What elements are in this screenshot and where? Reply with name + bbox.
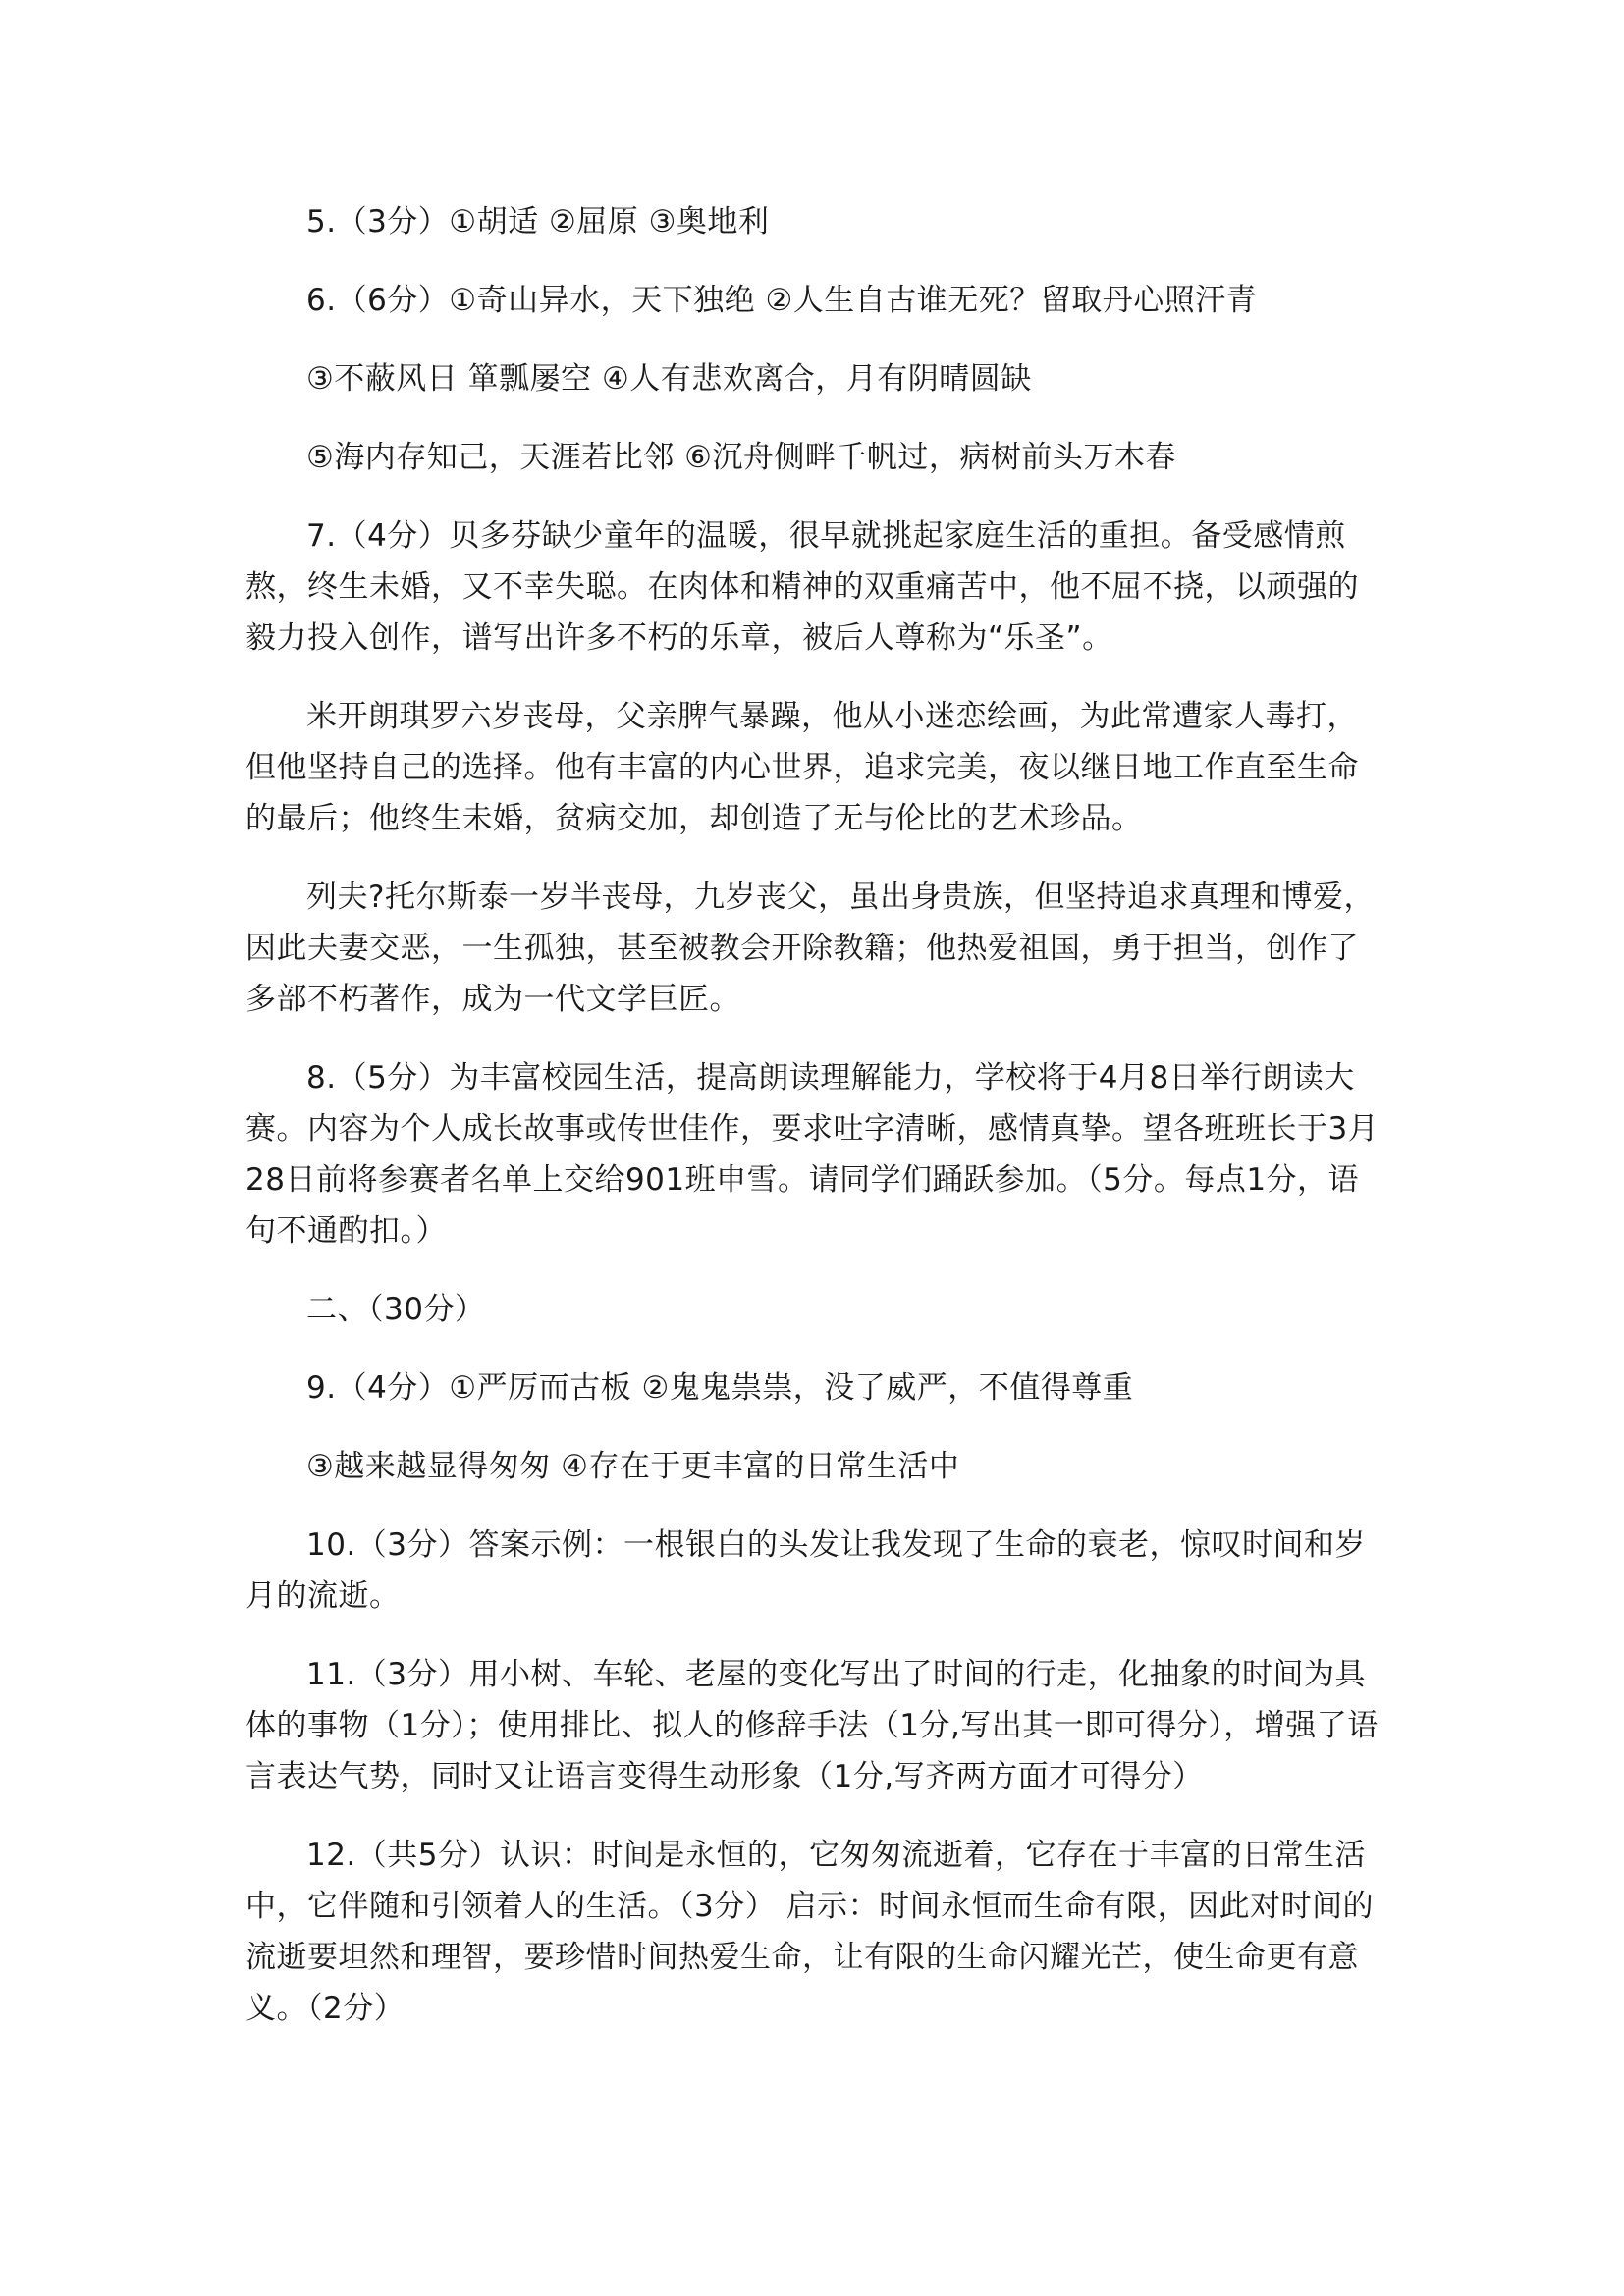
answer-q7-beethoven: 7.（4分）贝多芬缺少童年的温暖，很早就挑起家庭生活的重担。备受感情煎熬，终生未婚，又不幸失聪。在肉体和精神的双重痛苦中，他不屈不挠，以顽强的毅力投入创作，谱写出许多不朽的乐章，被后人尊称为“乐圣”。 [245, 518, 1359, 656]
answer-q6-line3: ⑤海内存知己，天涯若比邻 ⑥沉舟侧畔千帆过，病树前头万木春 [306, 440, 1176, 475]
answer-q10: 10.（3分）答案示例：一根银白的头发让我发现了生命的衰老，惊叹时间和岁月的流逝。 [245, 1527, 1367, 1614]
answer-q8: 8.（5分）为丰富校园生活，提高朗读理解能力，学校将于4月8日举行朗读大赛。内容为个人成长故事或传世佳作，要求吐字清晰，感情真挚。望各班班长于3月28日前将参赛者名单上交给901班申雪。请同学们踊跃参加。（5分。每点1分，语句不通酌扣。） [245, 1060, 1380, 1249]
answer-q5: 5.（3分）①胡适 ②屈原 ③奥地利 [306, 204, 770, 240]
section-two-heading: 二、（30分） [306, 1292, 486, 1327]
answer-q9-line2: ③越来越显得匆匆 ④存在于更丰富的日常生活中 [306, 1449, 960, 1484]
answer-q6-line1: 6.（6分）①奇山异水，天下独绝 ②人生自古谁无死？留取丹心照汗青 [306, 283, 1258, 318]
answer-q7-michelangelo: 米开朗琪罗六岁丧母，父亲脾气暴躁，他从小迷恋绘画，为此常遭家人毒打，但他坚持自己的选择。他有丰富的内心世界，追求完美，夜以继日地工作直至生命的最后；他终生未婚，贫病交加，却创造了无与伦比的艺术珍品。 [245, 699, 1359, 836]
answer-key-content [245, 196, 1384, 2061]
answer-q11: 11.（3分）用小树、车轮、老屋的变化写出了时间的行走，化抽象的时间为具体的事物（1分）；使用排比、拟人的修辞手法（1分,写出其一即可得分），增强了语言表达气势，同时又让语言变得生动形象（1分,写齐两方面才可得分） [245, 1657, 1379, 1794]
answer-q7-tolstoy: 列夫?托尔斯泰一岁半丧母，九岁丧父，虽出身贵族，但坚持追求真理和博爱，因此夫妻交恶，一生孤独，甚至被教会开除教籍；他热爱祖国，勇于担当，创作了多部不朽著作，成为一代文学巨匠。 [245, 880, 1375, 1017]
answer-q12: 12.（共5分）认识：时间是永恒的，它匆匆流逝着，它存在于丰富的日常生活中，它伴随和引领着人的生活。（3分） 启示：时间永恒而生命有限，因此对时间的流逝要坦然和理智，要珍惜时间热爱生命，让有限的生命闪耀光芒，使生命更有意义。（2分） [245, 1838, 1375, 2026]
answer-q6-line2: ③不蔽风日 箪瓢屡空 ④人有悲欢离合，月有阴晴圆缺 [306, 361, 1032, 397]
answer-q9-line1: 9.（4分）①严厉而古板 ②鬼鬼祟祟，没了威严，不值得尊重 [306, 1370, 1134, 1406]
